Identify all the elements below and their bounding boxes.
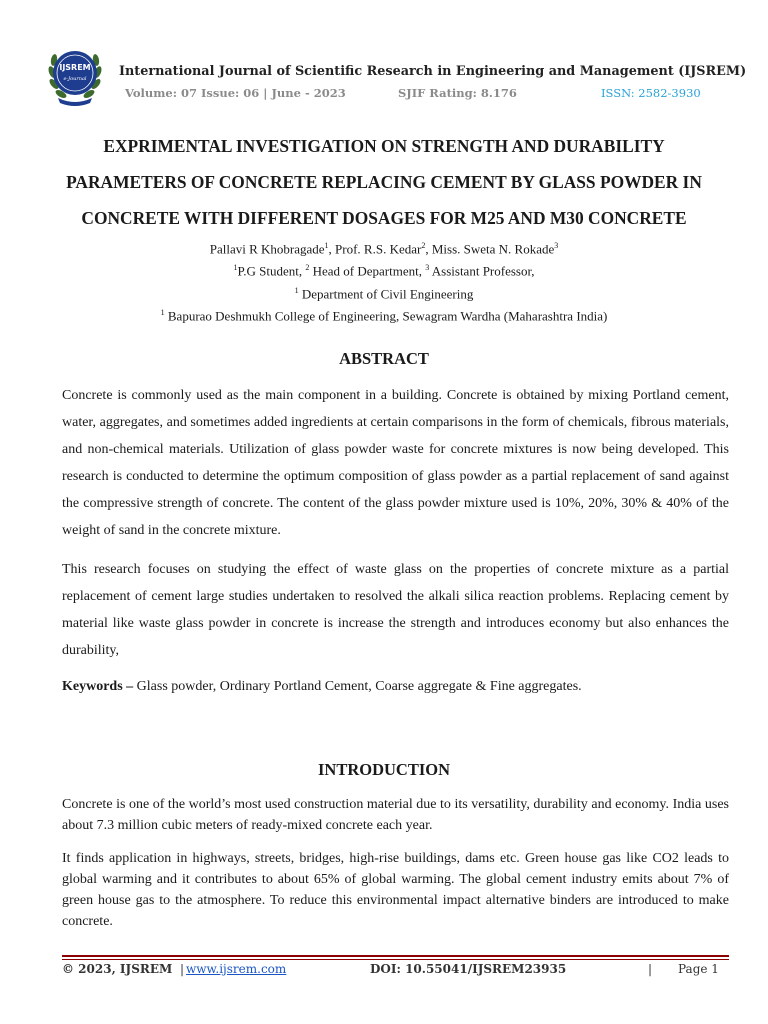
author-2-sup: 2 bbox=[421, 241, 426, 250]
author-1-sup: 1 bbox=[324, 241, 329, 250]
introduction-heading: INTRODUCTION bbox=[317, 760, 451, 779]
author-college bbox=[40, 303, 728, 325]
author-names bbox=[40, 236, 728, 258]
footer-separator: | bbox=[180, 962, 185, 976]
keywords-label: Keywords – bbox=[62, 679, 134, 694]
footer-separator-2: | bbox=[648, 962, 653, 976]
author-department bbox=[40, 281, 728, 303]
footer-website-link[interactable]: www.ijsrem.com bbox=[186, 962, 287, 976]
college: Bapurao Deshmukh College of Engineering, Sewagram Wardha (Maharashtra India) bbox=[164, 308, 608, 324]
author-3-sup: 3 bbox=[554, 241, 559, 250]
introduction-paragraph-2: It finds application in highways, streets, bridges, high-rise buildings, dams etc. Green house gas like CO2 leads to global warming and it contributes to about 65% of global warming. The global cement industry emits about 7% of green house gas to the atmosphere. To reduce this environmental impact alternative binders are introduced to make concrete. bbox=[62, 851, 729, 929]
college-sup: 1 bbox=[160, 307, 165, 317]
role-1: P.G Student, bbox=[237, 263, 306, 279]
footer-rule bbox=[62, 955, 729, 957]
author-2: , Prof. R.S. Kedar bbox=[328, 241, 422, 257]
footer-page-number: Page 1 bbox=[678, 962, 719, 976]
title-line-2: PARAMETERS OF CONCRETE REPLACING CEMENT BY GLASS POWDER IN bbox=[66, 172, 702, 192]
title-line-3: CONCRETE WITH DIFFERENT DOSAGES FOR M25 AND M30 CONCRETE bbox=[81, 208, 687, 228]
keywords-list: Glass powder, Ordinary Portland Cement, Coarse aggregate & Fine aggregates. bbox=[133, 679, 582, 694]
logo-text-top: IJSREM bbox=[59, 63, 91, 72]
footer-rule-thin bbox=[62, 959, 729, 960]
dept-sup: 1 bbox=[294, 285, 299, 295]
footer-copyright: © 2023, IJSREM bbox=[62, 962, 173, 976]
author-roles bbox=[40, 258, 728, 280]
author-block bbox=[40, 236, 728, 325]
dept: Department of Civil Engineering bbox=[298, 285, 474, 301]
role-2: Head of Department, bbox=[309, 263, 426, 279]
ijsrem-logo bbox=[44, 42, 106, 108]
journal-name: International Journal of Scientific Research in Engineering and Management (IJSREM) bbox=[119, 64, 747, 79]
author-3: , Miss. Sweta N. Rokade bbox=[425, 241, 555, 257]
volume-issue: Volume: 07 Issue: 06 | June - 2023 bbox=[125, 86, 346, 100]
role-3-sup: 3 bbox=[425, 263, 430, 273]
abstract-paragraph-1: Concrete is commonly used as the main component in a building. Concrete is obtained by mixing Portland cement, water, aggregates, and sometimes added ingredients at certain comparisons in the form of chemicals, fibrous materials, and non-chemical materials. Utilization of glass powder waste for concrete mixtures is now being developed. This research is conducted to determine the optimum composition of glass powder as a partial replacement of sand against the compressive strength of concrete. The content of the glass powder mixture used is 10%, 20%, 30% & 40% of the weight of sand in the concrete mixture. bbox=[62, 388, 729, 538]
abstract-paragraph-2: This research focuses on studying the effect of waste glass on the properties of concrete mixture as a partial replacement of cement large studies undertaken to resolved the alkali silica reaction problems. Replacing cement by material like waste glass powder in concrete is increase the strength and introduces economy but also enhances the durability, bbox=[62, 562, 729, 658]
introduction-paragraph-1: Concrete is one of the world’s most used construction material due to its versatility, durability and economy. India uses about 7.3 million cubic meters of ready-mixed concrete each year. bbox=[62, 797, 729, 833]
abstract-heading: ABSTRACT bbox=[339, 349, 429, 368]
role-1-sup: 1 bbox=[233, 263, 238, 273]
paper-title bbox=[40, 128, 728, 236]
title-line-1: EXPRIMENTAL INVESTIGATION ON STRENGTH AND DURABILITY bbox=[103, 136, 665, 156]
footer-doi: DOI: 10.55041/IJSREM23935 bbox=[370, 962, 567, 976]
logo-text-bottom: e-Journal bbox=[63, 76, 87, 82]
keywords bbox=[62, 679, 729, 695]
sjif-rating: SJIF Rating: 8.176 bbox=[398, 86, 517, 100]
issn: ISSN: 2582-3930 bbox=[601, 86, 701, 100]
role-3: Assistant Professor, bbox=[429, 263, 535, 279]
role-2-sup: 2 bbox=[305, 263, 310, 273]
author-1: Pallavi R Khobragade bbox=[209, 241, 325, 257]
